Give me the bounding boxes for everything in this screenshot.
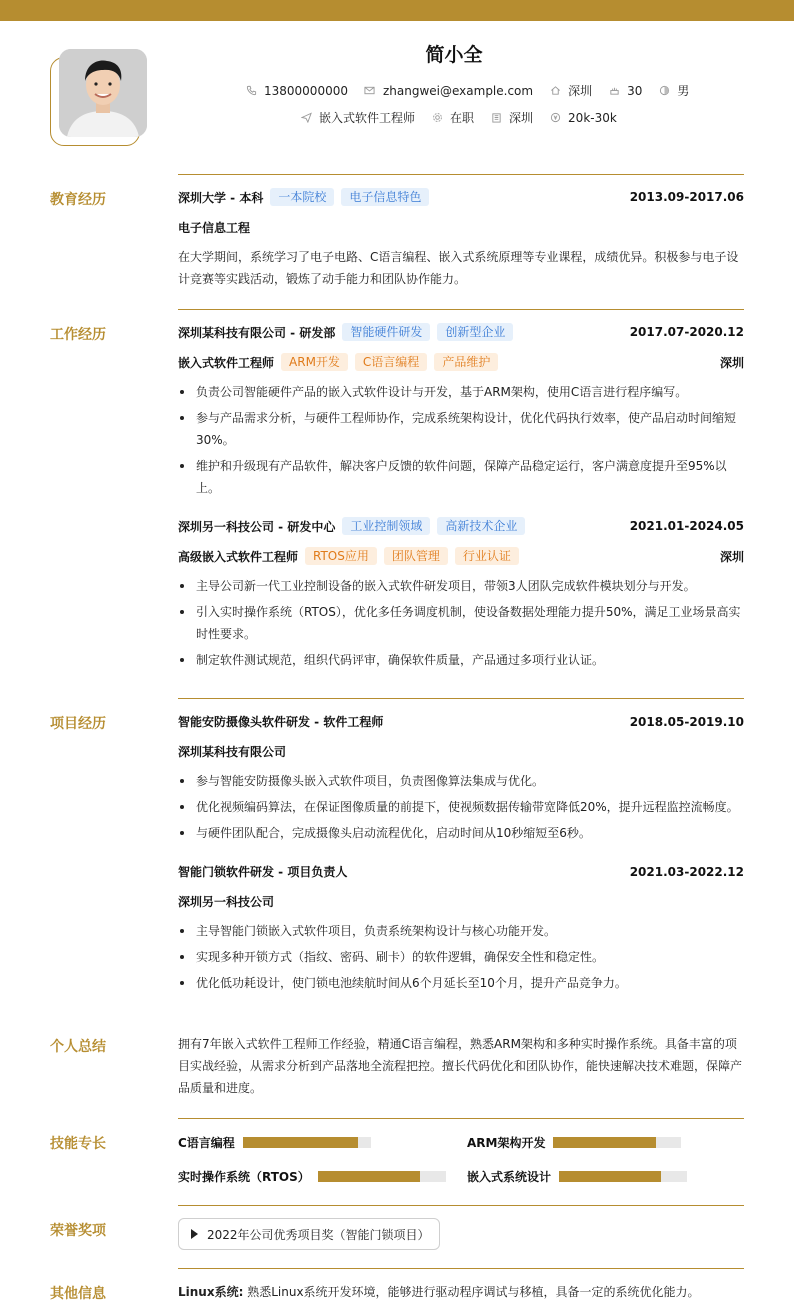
work-city: 深圳 [719,355,744,370]
send-icon [300,112,312,124]
award-toggle[interactable] [178,1218,440,1250]
other-section-title: 其他信息 [50,1286,106,1302]
skill-name: ARM架构开发 [467,1136,546,1150]
list-item: 主导智能门锁嵌入式软件项目，负责系统架构设计与核心功能开发。 [178,920,744,942]
phone-item [245,84,348,98]
skill-item [467,1168,687,1185]
work-company-header [178,323,744,341]
skills-section-title: 技能专长 [50,1136,106,1152]
role-tag: 产品维护 [434,353,498,371]
company-name: 深圳另一科技公司 - 研发中心 [178,519,336,534]
work-bullet-list [178,381,744,503]
education-header [178,188,744,206]
age-item [608,84,642,98]
work-role-header [178,353,744,371]
list-item: 制定软件测试规范，组织代码评审，确保软件质量，产品通过多项行业认证。 [178,649,744,671]
project-company-line [178,893,744,910]
project-period: 2021.03-2022.12 [629,864,744,879]
skill-bar-fill [559,1171,661,1182]
school-tag: 一本院校 [270,188,334,206]
school-tag: 电子信息特色 [341,188,429,206]
other-label: Linux系统: [178,1285,244,1299]
projects-section-title: 项目经历 [50,716,106,732]
other-info [178,1283,700,1300]
list-item: 与硬件团队配合，完成摄像头启动流程优化，启动时间从10秒缩短至6秒。 [178,822,744,844]
project-company-line [178,743,744,760]
skills-divider [178,1118,744,1119]
home-icon [549,85,561,97]
awards-section-title: 荣誉奖项 [50,1223,106,1239]
school-name: 深圳大学 - 本科 [178,190,264,205]
email-text: zhangwei@example.com [382,83,534,98]
skill-bar [553,1137,681,1148]
summary-section-title: 个人总结 [50,1039,106,1055]
education-divider [178,174,744,175]
email-item [364,84,533,98]
job-info-row [300,109,617,126]
avatar [59,49,147,137]
major-name: 电子信息工程 [178,221,251,235]
list-item: 优化视频编码算法，在保证图像质量的前提下，使视频数据传输带宽降低20%，提升远程监控流畅度。 [178,796,744,818]
gender-text: 男 [677,84,690,98]
phone-icon [245,85,257,97]
top-accent-bar [0,0,794,21]
salary-item [549,111,617,125]
work-divider [178,309,744,310]
gear-icon [431,112,443,124]
education-description: 在大学期间，系统学习了电子电路、C语言编程、嵌入式系统原理等专业课程，成绩优异。积极参与电子设计竞赛等实践活动，锻炼了动手能力和团队协作能力。 [178,250,739,286]
projects-divider [178,698,744,699]
education-period: 2013.09-2017.06 [629,190,744,204]
role-tag: RTOS应用 [305,547,377,565]
target-city-item [490,109,533,126]
work-role-header [178,547,744,565]
status-item [431,109,474,126]
skill-bar-fill [553,1137,655,1148]
gender-icon [658,85,670,97]
company-tag: 创新型企业 [437,323,513,341]
target-city-text: 深圳 [509,111,534,125]
company-tag: 高新技术企业 [437,517,525,535]
skill-item [178,1134,371,1151]
awards-divider [178,1205,744,1206]
skill-name: 实时操作系统（RTOS） [178,1170,310,1184]
other-text: 熟悉Linux系统开发环境，能够进行驱动程序调试与移植，具备一定的系统优化能力。 [247,1285,700,1299]
role-name: 嵌入式软件工程师 [178,355,275,370]
building-icon [490,112,502,124]
role-name: 高级嵌入式软件工程师 [178,549,299,564]
list-item: 维护和升级现有产品软件，解决客户反馈的软件问题，保障产品稳定运行，客户满意度提升至95%以上。 [178,455,744,499]
list-item: 优化低功耗设计，使门锁电池续航时间从6个月延长至10个月，提升产品竞争力。 [178,972,744,994]
age-text: 30 [627,83,643,98]
skill-name: 嵌入式系统设计 [467,1170,552,1184]
cake-icon [608,85,620,97]
company-name: 深圳某科技有限公司 - 研发部 [178,325,336,340]
work-period: 2021.01-2024.05 [629,519,744,533]
project-company: 深圳某科技有限公司 [178,745,287,759]
skill-bar [318,1171,446,1182]
phone-text: 13800000000 [264,83,348,98]
project-header [178,863,744,880]
project-title: 智能门锁软件研发 - 项目负责人 [178,865,348,879]
project-bullet-list [178,770,744,848]
mail-icon [364,85,376,97]
list-item: 参与智能安防摄像头嵌入式软件项目，负责图像算法集成与优化。 [178,770,744,792]
company-tag: 工业控制领域 [342,517,430,535]
candidate-name: 简小全 [425,44,483,66]
company-tag: 智能硬件研发 [342,323,430,341]
skill-name: C语言编程 [178,1136,235,1150]
skill-item [467,1134,681,1151]
job-title-item [300,109,415,126]
status-text: 在职 [450,111,475,125]
location-text: 深圳 [568,84,593,98]
work-company-header [178,517,744,535]
project-bullet-list [178,920,744,998]
work-city: 深圳 [719,549,744,564]
work-bullet-list [178,575,744,675]
location-item [549,82,592,99]
major-line [178,219,744,236]
job-title-text: 嵌入式软件工程师 [319,111,416,125]
list-item: 引入实时操作系统（RTOS），优化多任务调度机制，使设备数据处理能力提升50%，满足工业场景高实时性要求。 [178,601,744,645]
skill-item [178,1168,446,1185]
role-tag: 行业认证 [455,547,519,565]
project-title: 智能安防摄像头软件研发 - 软件工程师 [178,715,384,729]
project-period: 2018.05-2019.10 [629,714,744,729]
education-section-title: 教育经历 [50,192,106,208]
summary-text: 拥有7年嵌入式软件工程师工作经验，精通C语言编程，熟悉ARM架构和多种实时操作系统。具备丰富的项目实战经验，从需求分析到产品落地全流程把控。擅长代码优化和团队协作，能快速解决技术难题，保障产品质量和进度。 [178,1037,743,1095]
other-divider [178,1268,744,1269]
contact-row [245,82,689,99]
caret-right-icon [191,1229,198,1239]
project-header [178,713,744,730]
role-tag: C语言编程 [355,353,427,371]
skill-bar [559,1171,687,1182]
gender-item [658,82,689,99]
salary-text: 20k-30k [568,110,617,125]
role-tag: 团队管理 [384,547,448,565]
list-item: 主导公司新一代工业控制设备的嵌入式软件研发项目，带领3人团队完成软件模块划分与开发。 [178,575,744,597]
award-label: 2022年公司优秀项目奖（智能门锁项目） [207,1227,430,1242]
skill-bar [243,1137,371,1148]
list-item: 参与产品需求分析，与硬件工程师协作，完成系统架构设计，优化代码执行效率，使产品启动时间缩短30%。 [178,407,744,451]
list-item: 实现多种开锁方式（指纹、密码、刷卡）的软件逻辑，确保安全性和稳定性。 [178,946,744,968]
project-company: 深圳另一科技公司 [178,895,275,909]
list-item: 负责公司智能硬件产品的嵌入式软件设计与开发，基于ARM架构，使用C语言进行程序编写。 [178,381,744,403]
money-icon [549,112,561,124]
skill-bar-fill [318,1171,420,1182]
work-period: 2017.07-2020.12 [629,325,744,339]
work-section-title: 工作经历 [50,327,106,343]
skill-bar-fill [243,1137,358,1148]
role-tag: ARM开发 [281,353,348,371]
